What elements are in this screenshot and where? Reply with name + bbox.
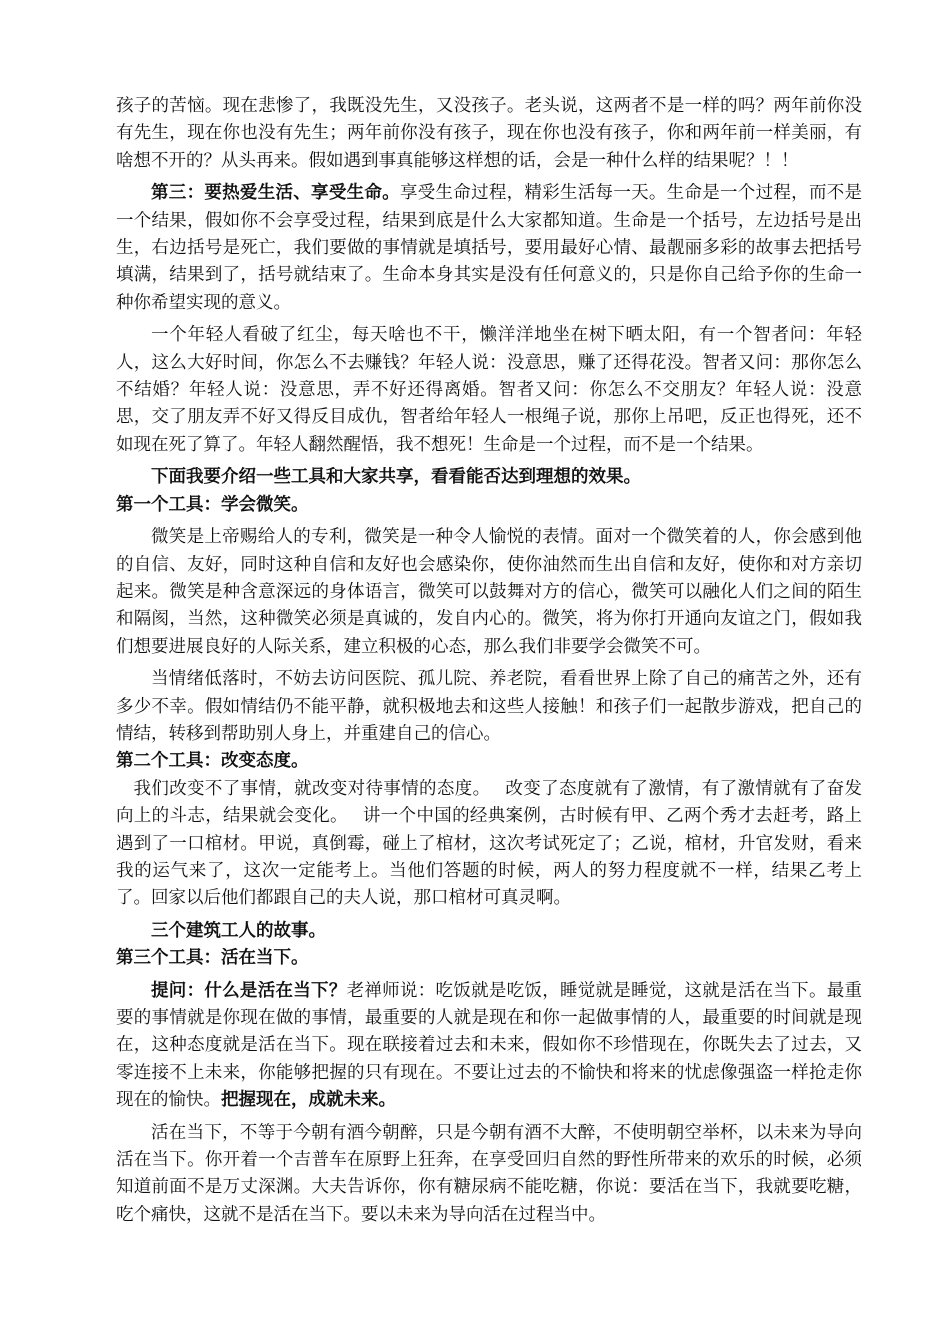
paragraph-text: 微笑是上帝赐给人的专利，微笑是一种令人愉悦的表情。面对一个微笑着的人，你会感到他的自信、友好，同时这种自信和友好也会感染你，使你油然而生出自信和友好，使你和对方亲切起来。微笑是种含意深远的身体语言，微笑可以鼓舞对方的信心，微笑可以融化人们之间的陌生和隔阂，当然，这种微笑必须是真诚的，发自内心的。微笑，将为你打开通向友谊之门，假如我们想要进展良好的人际关系，建立积极的心态，那么我们非要学会微笑不可。 xyxy=(116,527,862,657)
tool-one-heading: 第一个工具：学会微笑。 xyxy=(116,494,309,515)
question-label: 提问：什么是活在当下？ xyxy=(151,980,347,1001)
tools-intro-heading: 下面我要介绍一些工具和大家共享，看看能否达到理想的效果。 xyxy=(151,467,641,488)
paragraph-change-attitude xyxy=(116,776,862,913)
paragraph-smile xyxy=(116,524,862,661)
paragraph-third-point xyxy=(116,180,862,317)
paragraph-text: 老禅师说：吃饭就是吃饭，睡觉就是睡觉，这就是活在当下。最重要的事情就是你现在做的事情，最重要的人就是现在和你一起做事情的人，最重要的时间就是现在，这种态度就是活在当下。现在联接着过去和未来，假如你不珍惜现在，你既失去了过去，又零连接不上未来，你能够把握的只有现在。不要让过去的不愉快和将来的忧虑像强盗一样抢走你现在的愉快。 xyxy=(116,980,863,1111)
third-point-heading: 第三：要热爱生活、享受生命。 xyxy=(151,183,400,204)
paragraph-text: 我们改变不了事情，就改变对待事情的态度。 改变了态度就有了激情，有了激情就有了奋发向上的斗志，结果就会变化。 讲一个中国的经典案例，古时候有甲、乙两个秀才去赶考，路上遇到了一口棺材。甲说，真倒霉，碰上了棺材，这次考试死定了；乙说，棺材，升官发财，看来我的运气来了，这次一定能考上。当他们答题的时候，两人的努力程度就不一样，结果乙考上了。回家以后他们都跟自己的夫人说，那口棺材可真灵啊。 xyxy=(116,778,862,909)
paragraph-text: 孩子的苦恼。现在悲惨了，我既没先生，又没孩子。老头说，这两者不是一样的吗？两年前你没有先生，现在你也没有先生；两年前你没有孩子，现在你也没有孩子，你和两年前一样美丽，有啥想不开的？从头再来。假如遇到事真能够这样想的话，会是一种什么样的结果呢？！！ xyxy=(116,96,862,171)
paragraph-children-story xyxy=(116,93,862,175)
tool-two-heading: 第二个工具：改变态度。 xyxy=(116,751,309,772)
emphasis-text: 把握现在，成就未来。 xyxy=(221,1090,396,1111)
paragraph-live-present xyxy=(116,978,862,1115)
paragraph-future-oriented xyxy=(116,1120,862,1230)
tool-three-heading: 第三个工具：活在当下。 xyxy=(116,948,309,969)
paragraph-text: 当情绪低落时，不妨去访问医院、孤儿院、养老院，看看世界上除了自己的痛苦之外，还有多少不幸。假如情结仍不能平静，就积极地去和这些人接触！和孩子们一起散步游戏，把自己的情结，转移到帮助别人身上，并重建自己的信心。 xyxy=(116,669,862,744)
paragraph-young-man-story xyxy=(116,322,862,459)
paragraph-text: 一个年轻人看破了红尘，每天啥也不干，懒洋洋地坐在树下晒太阳，有一个智者问：年轻人，这么大好时间，你怎么不去赚钱？年轻人说：没意思，赚了还得花没。智者又问：那你怎么不结婚？年轻人说：没意思，弄不好还得离婚。智者又问：你怎么不交朋友？年轻人说：没意思，交了朋友弄不好又得反目成仇，智者给年轻人一根绳子说，那你上吊吧，反正也得死，还不如现在死了算了。年轻人翻然醒悟，我不想死！生命是一个过程，而不是一个结果。 xyxy=(116,325,862,455)
document-page xyxy=(116,93,862,1229)
paragraph-text: 活在当下，不等于今朝有酒今朝醉，只是今朝有酒不大醉，不使明朝空举杯，以未来为导向活在当下。你开着一个吉普车在原野上狂奔，在享受回归自然的野性所带来的欢乐的时候，必须知道前面不是万丈深渊。大夫告诉你，你有糖尿病不能吃糖，你说：要活在当下，我就要吃糖，吃个痛快，这就不是活在当下。要以未来为导向活在过程当中。 xyxy=(116,1122,862,1225)
builders-story-heading: 三个建筑工人的故事。 xyxy=(151,920,326,941)
paragraph-low-mood xyxy=(116,666,862,748)
paragraph-text: 享受生命过程，精彩生活每一天。生命是一个过程，而不是一个结果，假如你不会享受过程，结果到底是什么大家都知道。生命是一个括号，左边括号是出生，右边括号是死亡，我们要做的事情就是填括号，要用最好心情、最靓丽多彩的故事去把括号填满，结果到了，括号就结束了。生命本身其实是没有任何意义的，只是你自己给予你的生命一种你希望实现的意义。 xyxy=(116,183,863,313)
